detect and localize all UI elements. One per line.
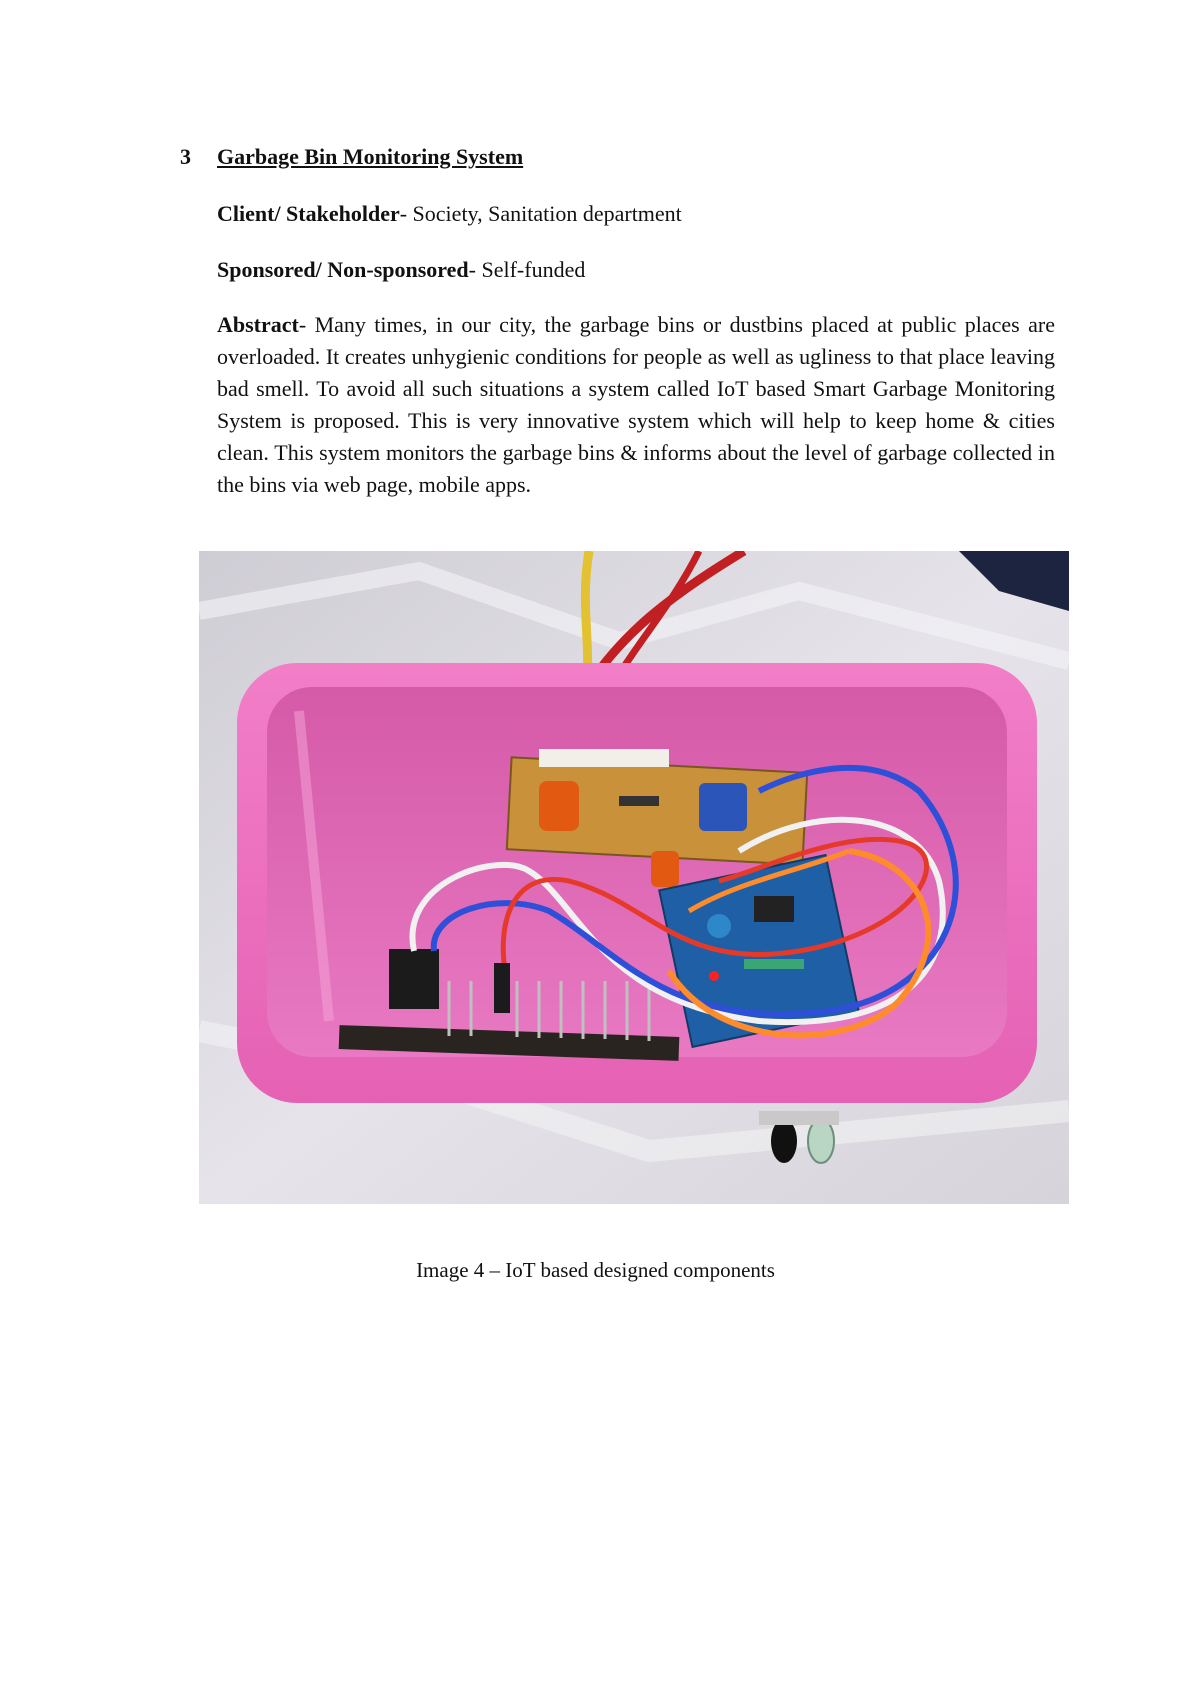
sponsorship-line bbox=[217, 254, 1055, 286]
abstract-label: Abstract bbox=[217, 312, 299, 337]
client-label: Client/ Stakeholder bbox=[217, 201, 400, 226]
section-title: Garbage Bin Monitoring System bbox=[217, 144, 524, 169]
ir-led-clear bbox=[808, 1119, 834, 1163]
section-number: 3 bbox=[180, 144, 191, 169]
sponsorship-value: - Self-funded bbox=[468, 257, 586, 282]
client-line bbox=[217, 198, 1055, 230]
client-value: - Society, Sanitation department bbox=[399, 201, 682, 226]
sponsorship-label: Sponsored/ Non-sponsored bbox=[217, 257, 469, 282]
abstract-text: - Many times, in our city, the garbage bins or dustbins placed at public places are overloaded. It creates unhygienic conditions for people as well as ugliness to that place leaving bad smell. To avoid all such situations a system called IoT based Smart Garbage Monitoring System is proposed. This is very innovative system which will help to keep home & cities clean. This system monitors the garbage bins & informs about the level of garbage collected in the bins via web page, mobile apps. bbox=[217, 312, 1055, 497]
abstract-paragraph bbox=[217, 309, 1055, 501]
ir-led-dark bbox=[771, 1119, 797, 1163]
device-photo bbox=[199, 551, 1069, 1204]
figure-caption: Image 4 – IoT based designed components bbox=[416, 1258, 775, 1282]
